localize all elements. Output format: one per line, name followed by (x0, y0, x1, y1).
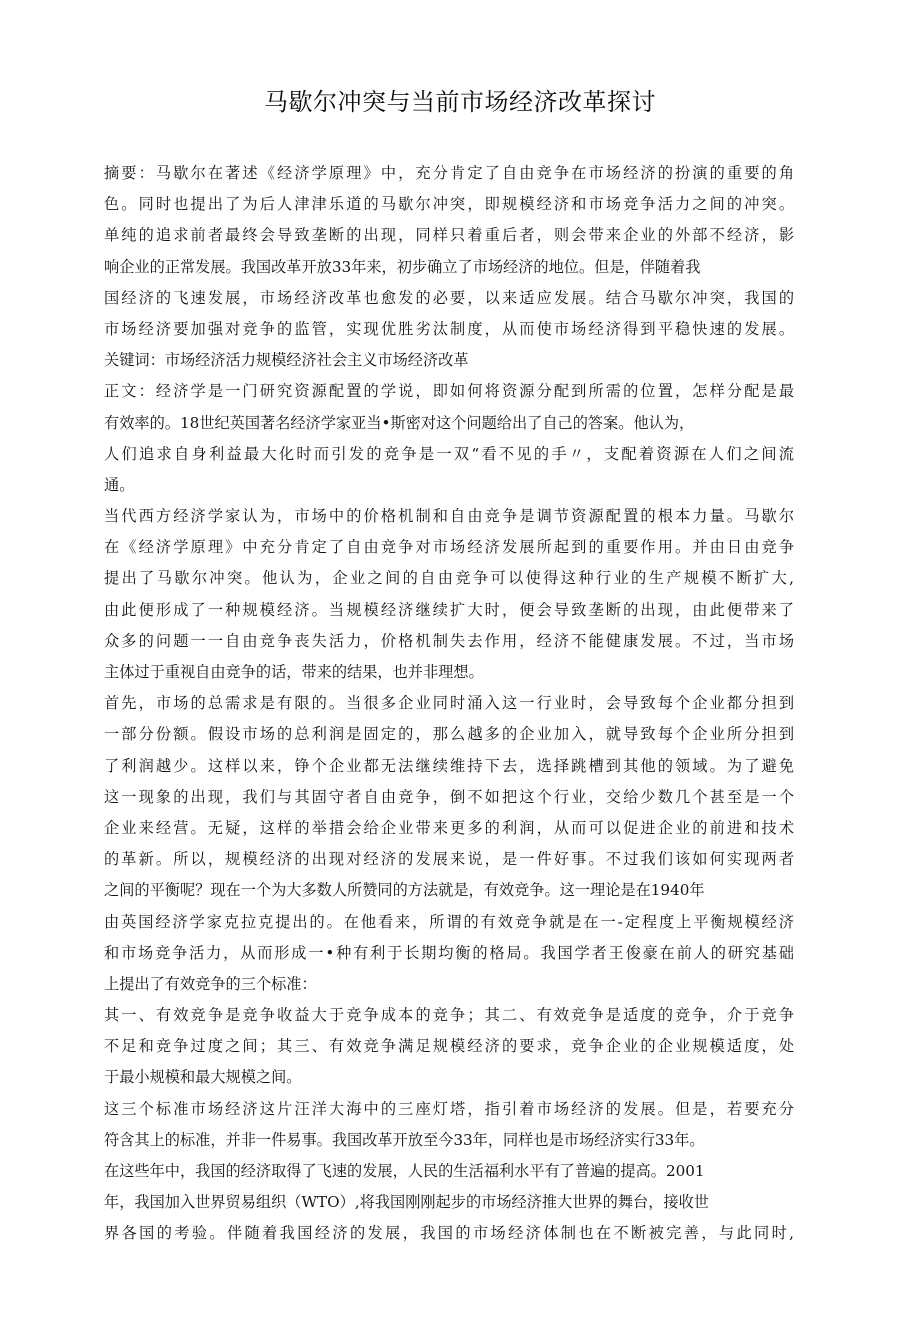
text-line: 符含其上的标准，并非一件易事。我国改革开放至今33年，同样也是市场经济实行33年。 (104, 1130, 705, 1149)
text-line: 和市场竞争活力，从而形成一•种有利于长期均衡的格局。我国学者王俊豪在前人的研究基础 (104, 943, 794, 962)
text-line: 首先，市场的总需求是有限的。当很多企业同时涌入这一行业时，会导致每个企业都分担到 (104, 694, 794, 713)
text-line: 了利润越少。这样以来，铮个企业都无法继续维持下去，选择跳槽到其他的领域。为了避免 (104, 756, 794, 775)
text-line: 之间的平衡呢？现在一个为大多数人所赞同的方法就是，有效竞争。这一理论是在1940年 (104, 881, 705, 900)
text-line: 这一现象的出现，我们与其固守者自由竞争，倒不如把这个行业，交给少数几个甚至是一个 (104, 787, 794, 806)
document-body (104, 158, 794, 1250)
text-line: 一部分份额。假设市场的总利润是固定的，那么越多的企业加入，就导致每个企业所分担到 (104, 725, 794, 744)
text-line: 在《经济学原理》中充分肯定了自由竞争对市场经济发展所起到的重要作用。并由日由竞争 (104, 538, 794, 557)
text-line: 市场经济要加强对竞争的监管，实现优胜劣汰制度，从而使市场经济得到平稳快速的发展。 (104, 319, 794, 338)
text-line: 其一、有效竞争是竞争收益大于竞争成本的竞争；其二、有效竞争是适度的竞争，介于竞争 (104, 1006, 794, 1025)
text-line: 这三个标准市场经济这片汪洋大海中的三座灯塔，指引着市场经济的发展。但是，若要充分 (104, 1099, 794, 1118)
text-line: 提出了马歇尔冲突。他认为，企业之间的自由竞争可以使得这种行业的生产规模不断扩大, (104, 569, 794, 588)
text-line: 响企业的正常发展。我国改革开放33年来，初步确立了市场经济的地位。但是，伴随着我 (104, 257, 701, 276)
document-title: 马歇尔冲突与当前市场经济改革探讨 (264, 88, 656, 116)
text-line: 由英国经济学家克拉克提出的。在他看来，所谓的有效竞争就是在一-定程度上平衡规模经济 (104, 912, 794, 931)
text-line: 于最小规模和最大规模之间。 (104, 1068, 302, 1087)
text-line: 摘要：马歇尔在著述《经济学原理》中，充分肯定了自由竞争在市场经济的扮演的重要的角 (104, 164, 794, 182)
text-line: 正文：经济学是一门研究资源配置的学说，即如何将资源分配到所需的位置，怎样分配是最 (104, 382, 794, 401)
text-line: 年，我国加入世界贸易组织（WTO）,将我国刚刚起步的市场经济推大世界的舞台，接收世 (104, 1193, 709, 1212)
text-line: 关键词：市场经济活力规模经济社会主义市场经济改革 (104, 351, 469, 370)
text-line: 由此便形成了一种规模经济。当规模经济继续扩大时，便会导致垄断的出现，由此便带来了 (104, 600, 794, 619)
text-line: 上提出了有效竞争的三个标准： (104, 974, 317, 993)
text-line: 当代西方经济学家认为，市场中的价格机制和自由竞争是调节资源配置的根本力量。马歇尔 (104, 507, 794, 526)
text-line: 色。同时也提出了为后人津津乐道的马歇尔冲突，即规模经济和市场竞争活力之间的冲突。 (104, 195, 794, 214)
text-line: 不足和竞争过度之间；其三、有效竞争满足规模经济的要求，竞争企业的企业规模适度，处 (104, 1037, 794, 1056)
text-line: 主体过于重视自由竞争的话，带来的结果，也并非理想。 (104, 663, 484, 681)
text-line: 单纯的追求前者最终会导致垄断的出现，同样只着重后者，则会带来企业的外部不经济，影 (104, 226, 794, 245)
text-line: 企业来经营。无疑，这样的举措会给企业带来更多的利润，从而可以促进企业的前进和技术 (104, 818, 794, 837)
text-line: 有效率的。18世纪英国著名经济学家亚当•斯密对这个问题给出了自己的答案。他认为， (104, 413, 695, 432)
text-line: 众多的问题一一自由竞争丧失活力，价格机制失去作用，经济不能健康发展。不过，当市场 (104, 631, 794, 650)
text-line: 界各国的考验。伴随着我国经济的发展，我国的市场经济体制也在不断被完善，与此同时, (104, 1224, 794, 1243)
text-line: 国经济的飞速发展，市场经济改革也愈发的必要，以来适应发展。结合马歇尔冲突，我国的 (104, 288, 794, 307)
text-line: 在这些年中，我国的经济取得了飞速的发展，人民的生活福利水平有了普遍的提高。2001 (104, 1162, 705, 1180)
text-line: 人们追求自身利益最大化时而引发的竞争是一双“看不见的手〃，支配着资源在人们之间流 (104, 444, 794, 463)
text-line: 通。 (104, 475, 135, 494)
text-line: 的革新。所以，规模经济的出现对经济的发展来说，是一件好事。不过我们该如何实现两者 (104, 850, 794, 869)
